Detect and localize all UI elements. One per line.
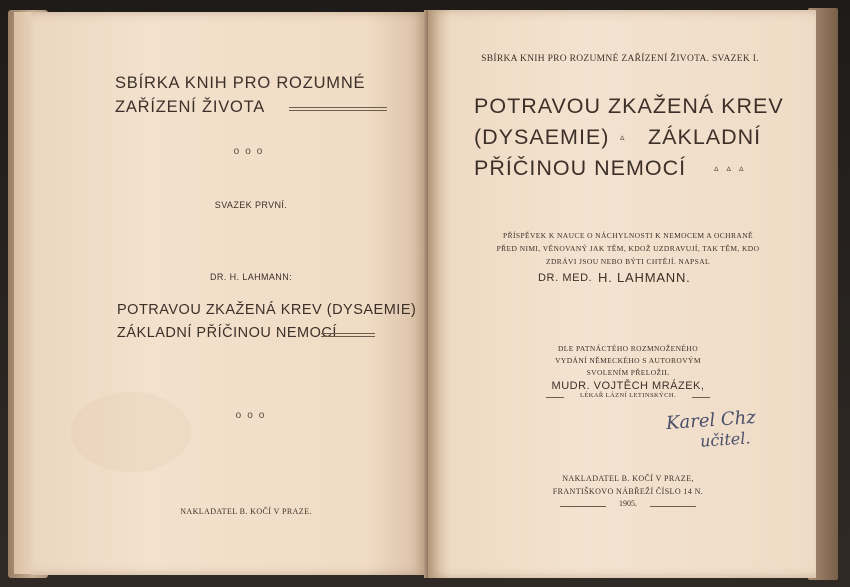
left-publisher: NAKLADATEL B. KOČÍ V PRAZE. <box>180 507 312 516</box>
series-title-rule <box>289 107 387 111</box>
running-header: SBÍRKA KNIH PRO ROZUMNÉ ZAŘÍZENÍ ŽIVOTA. SVAZEK I. <box>481 54 759 64</box>
author-name: H. LAHMANN. <box>598 270 691 285</box>
year-rule-right <box>650 506 696 507</box>
translation-line1: DLE PATNÁCTÉHO ROZMNOŽENÉHO <box>557 344 699 353</box>
triangle-ornament-row: ▵▵▵ <box>714 163 752 173</box>
triangle-ornament: ▵ <box>620 132 625 142</box>
paper-stain <box>71 392 191 472</box>
title-line3: PŘÍČINOU NEMOCÍ <box>474 156 687 180</box>
title-line2a: (DYSAEMIE) <box>474 125 610 149</box>
publisher-line1: NAKLADATEL B. KOČÍ V PRAZE, <box>562 474 694 483</box>
publication-year: 1905. <box>619 499 637 508</box>
translator-role: LÉKAŘ LÁZNÍ LETINSKÝCH. <box>579 392 677 399</box>
title-line1: POTRAVOU ZKAŽENÁ KREV <box>474 94 784 118</box>
handwritten-signature-line1: Karel Chz <box>665 406 757 435</box>
title-line2b: ZÁKLADNÍ <box>648 125 762 149</box>
handwritten-signature-line2: učitel. <box>699 428 752 451</box>
ornament-bottom: ooo <box>235 410 271 421</box>
left-author: DR. H. LAHMANN: <box>209 272 292 282</box>
publisher-line2: FRANTIŠKOVO NÁBŘEŽÍ ČÍSLO 14 N. <box>552 487 704 496</box>
subtitle-line2: PŘED NIMI, VĚNOVANÝ JAK TĚM, KDOŽ UZDRAVUJÍ, TAK TĚM, KDO <box>496 244 760 253</box>
translator-name: MUDR. VOJTĚCH MRÁZEK, <box>551 380 705 392</box>
ornament-top: ooo <box>233 146 269 157</box>
work-title-line1: POTRAVOU ZKAŽENÁ KREV (DYSAEMIE) <box>117 302 417 318</box>
series-title-line1: SBÍRKA KNIH PRO ROZUMNÉ <box>115 74 366 92</box>
volume-label: SVAZEK PRVNÍ. <box>214 200 288 210</box>
right-page <box>428 10 816 578</box>
series-title-line2: ZAŘÍZENÍ ŽIVOTA <box>115 98 266 116</box>
work-title-line2: ZÁKLADNÍ PŘÍČINOU NEMOCÍ <box>117 325 337 341</box>
translation-line3: SVOLENÍM PŘELOŽIL <box>586 368 670 377</box>
subtitle-line1: PŘÍSPĚVEK K NAUCE O NÁCHYLNOSTI K NEMOCEM A OCHRANĚ <box>503 231 753 240</box>
year-rule-left <box>560 506 606 507</box>
translation-line2: VYDÁNÍ NĚMECKÉHO S AUTOROVÝM <box>555 356 701 365</box>
left-page <box>31 12 426 575</box>
subtitle-line3: ZDRÁVI JSOU NEBO BÝTI CHTĚJÍ. NAPSAL <box>546 257 710 266</box>
work-title-rule <box>321 333 375 337</box>
author-prefix: DR. MED. <box>538 272 593 284</box>
